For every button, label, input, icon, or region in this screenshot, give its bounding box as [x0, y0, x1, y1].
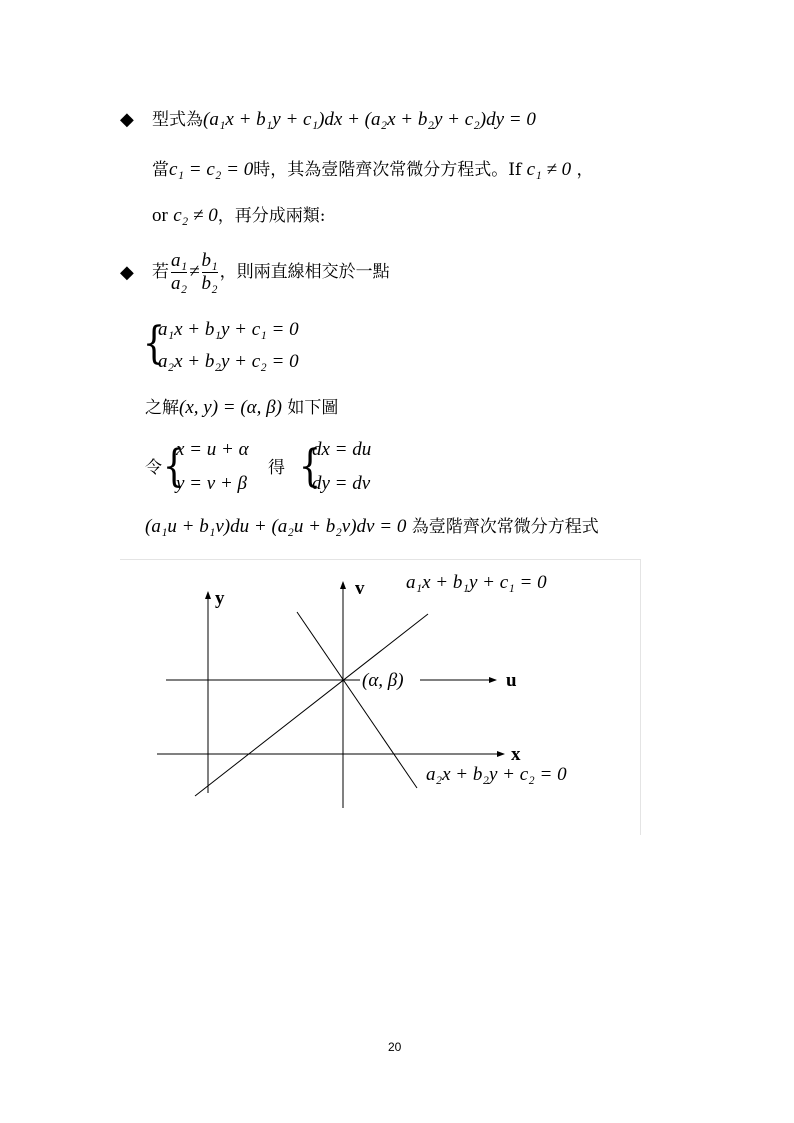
text: 如下圖 — [287, 398, 339, 418]
equation: (a₁u + b₁v)du + (a₂u + b₂v)dv = 0 — [145, 516, 407, 537]
text: 為壹階齊次常微分方程式 — [411, 517, 599, 537]
text: 當 — [152, 160, 169, 180]
text: 時，其為壹階齊次常微分方程式。If — [253, 160, 522, 180]
neq: ≠ — [189, 261, 200, 282]
differential-y: dy = dv — [312, 473, 371, 494]
text: ，則兩直線相交於一點 — [219, 262, 390, 282]
diamond-bullet-icon: ◆ — [120, 262, 134, 283]
text: ，再分成兩類: — [217, 206, 326, 226]
brace: { — [298, 441, 322, 492]
equation: (x, y) = (α, β) — [179, 397, 282, 418]
line-2 — [297, 612, 417, 788]
denominator: a₂ — [171, 273, 188, 294]
diamond-bullet-icon: ◆ — [120, 109, 134, 130]
v-label: v — [355, 578, 365, 599]
text: 型式為 — [152, 110, 203, 130]
line-1 — [195, 614, 428, 796]
equation: c₁ = c₂ = 0 — [169, 159, 254, 180]
text: or — [152, 205, 168, 226]
brace: { — [142, 318, 166, 369]
line-1-label: a₁x + b₁y + c₁ = 0 — [406, 572, 547, 593]
line-2-label: a₂x + b₂y + c₂ = 0 — [426, 764, 567, 785]
substitution-x: x = u + α — [176, 439, 249, 460]
x-label: x — [511, 744, 521, 765]
point-label: (α, β) — [362, 670, 404, 691]
brace: { — [162, 441, 186, 492]
u-label: u — [506, 670, 517, 691]
system-equation-1: a₁x + b₁y + c₁ = 0 — [158, 319, 299, 340]
numerator: b₁ — [201, 250, 218, 271]
text: ， — [576, 160, 594, 180]
equation: c₁ ≠ 0 — [526, 159, 572, 180]
system-equation-2: a₂x + b₂y + c₂ = 0 — [158, 351, 299, 372]
text: 令 — [145, 458, 162, 478]
text: 得 — [268, 458, 285, 478]
numerator: a₁ — [171, 250, 188, 271]
text: 若 — [152, 262, 169, 282]
page-number: 20 — [388, 1040, 402, 1054]
y-label: y — [215, 588, 225, 609]
differential-x: dx = du — [312, 439, 372, 460]
substitution-y: y = v + β — [176, 473, 247, 494]
equation: c₂ ≠ 0 — [173, 205, 218, 226]
equation: (a₁x + b₁y + c₁)dx + (a₂x + b₂y + c₂)dy = 0 — [203, 109, 536, 130]
denominator: b₂ — [201, 273, 218, 294]
text: 之解 — [145, 398, 179, 418]
